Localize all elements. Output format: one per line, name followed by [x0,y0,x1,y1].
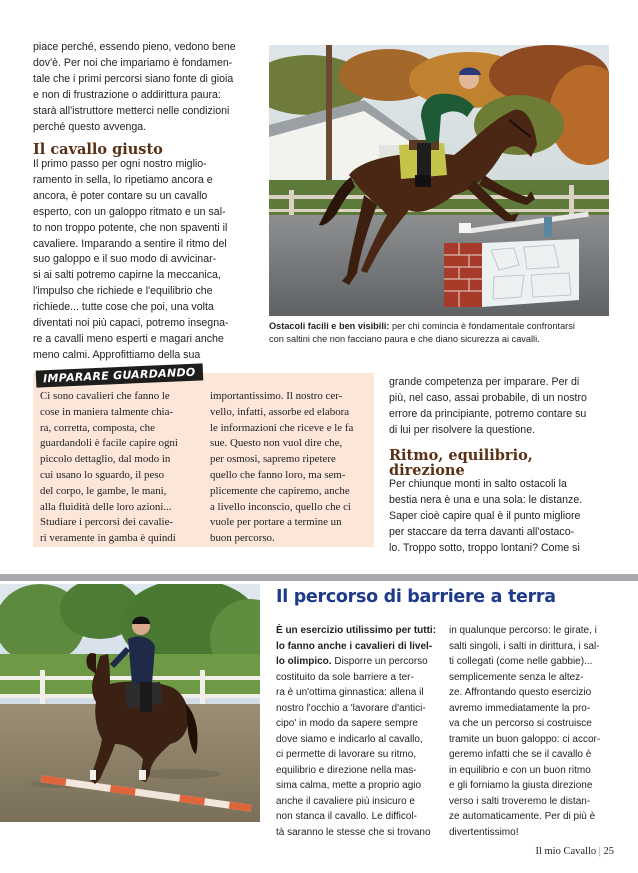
intro-continuation: piace perché, essendo pieno, vedono bene dov'è. Per noi che impariamo è fondamen- tale che i primi percorsi siano fonte di gioia e non di frustrazione o addirittura paura: starà all'istruttore metterci nelle condizioni perché questo avvenga. [33,41,236,133]
bottom-column-2: in qualunque percorso: le girate, i salti singoli, i salti in dirittura, i sal- ti collegati (come nelle gabbie)... semplicemente senza le altez- ze. Affrontando questo esercizio avremo immediatamente la pro- va che un percorso si costruisce tramite un buon galoppo: ci accor- geremo infatti che se il cavallo è in equilibrio e con un buon ritmo e gli forniamo la giusta direzione verso i salti troveremo le distan- ze automaticamente. Per di più è divertentissimo! [449,625,601,838]
photo-horse-jumping [269,45,609,316]
page-footer [535,846,614,857]
photo-top-caption: Ostacoli facili e ben visibili: per chi comincia è fondamentale confrontarsi con saltini che non facciano paura e che diano sicurezza ai cavalli. [269,321,575,344]
section-body-ritmo: Per chiunque monti in salto ostacoli la bestia nera è una e una sola: le distanze. Saper cioè capire qual è il punto migliore per staccare da terra davanti all'ostaco- lo. Troppo sotto, troppo lontani? Come si [389,478,583,554]
photo-horse-ground-poles [0,584,260,822]
sidebar-tag: IMPARARE GUARDANDO [36,363,203,387]
right-column-continuation: grande competenza per imparare. Per di più, nel caso, assai probabile, di un nostro errore da principiante, potremo contare su di lui per risolvere la questione. [389,376,587,436]
sidebar-column-1: Ci sono cavalieri che fanno le cose in maniera talmente chia- ra, corretta, composta, che guardandoli è facile capire ogni piccolo dettaglio, dal modo in cui usano lo sguardo, il peso del corpo, le gambe, le mani, alla fluidità delle loro azioni... Studiare i percorsi dei cavalie- ri veramente in gamba è quindi [40,390,178,545]
section-heading-ritmo: Ritmo, equilibrio, direzione [389,447,533,479]
section-divider-bar [0,574,638,581]
page-number: 25 [603,846,614,857]
bottom-section-title: Il percorso di barriere a terra [276,587,556,607]
caption-lead: Ostacoli facili e ben visibili: [269,321,390,331]
bottom-column-1: È un esercizio utilissimo per tutti: lo fanno anche i cavalieri di livel- lo olimpico. Disporre un percorso costituito da sole barriere a ter- ra è un'ottima ginnastica: allena il nostro l'occhio a 'lavorare d'antici- cipo' in modo da sapere sempre dove siamo e indicarlo al cavallo, ci permette di lavorare su ritmo, equilibrio e direzione nella mas- sima calma, mette a proprio agio anche il cavaliere più insicuro e non stanca il cavallo. Le difficol- tà saranno le stesse che si trovano [276,625,437,838]
footer-separator: | [598,846,601,857]
photo-horse-ground-poles-illustration [0,584,260,822]
photo-horse-jumping-illustration [269,45,609,316]
sidebar-column-2: importantissimo. Il nostro cer- vello, infatti, assorbe ed elabora le informazioni che riceve e le fa sue. Questo non vuol dire che, per osmosi, sapremo ripetere quello che fanno loro, ma sem- plicemente che capiremo, anche a livello inconscio, quello che ci vuole per portare a termine un buon percorso. [210,390,354,545]
section-body-cavallo-giusto: Il primo passo per ogni nostro miglio- ramento in sella, lo ripetiamo ancora e ancora, è poter contare su un cavallo esperto, con un galoppo ritmato e un sal- to non troppo potente, che non spaventi il cavaliere. Imparando a sentire il ritmo del suo galoppo e il suo modo di avvicinar- si ai salti potremo capirne la meccanica, l'impulso che richiede e l'equilibrio che richiede... tutte cose che poi, una volta diventati noi più capaci, potremo insegna- re a cavalli meno esperti e magari anche meno calmi. Approfittiamo della sua [33,158,229,361]
magazine-name: Il mio Cavallo [535,846,597,857]
section-heading-cavallo-giusto: Il cavallo giusto [33,141,163,158]
